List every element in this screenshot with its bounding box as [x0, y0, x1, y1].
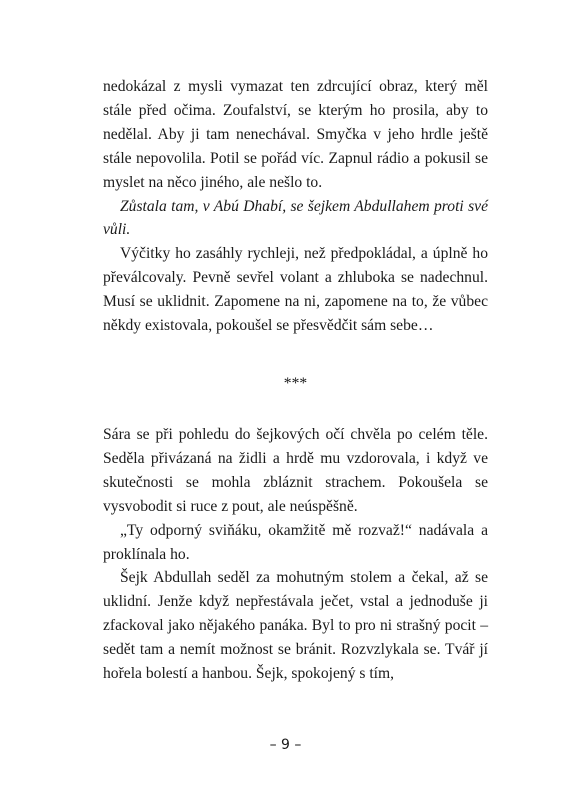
text-section-1	[103, 75, 488, 338]
paragraph-italic: Zůstala tam, v Abú Dhabí, se šejkem Abdullahem proti své vůli.	[103, 197, 488, 239]
section-separator: ***	[283, 375, 308, 392]
paragraph: Šejk Abdullah seděl za mohutným stolem a čekal, až se uklidní. Jenže když nepřestávala ječet, vstal a jednoduše ji zfackoval jako nějakého panáka. Byl to pro ni strašný pocit – sedět tam a nemít možnost se bránit. Rozvzlykala se. Tvář jí hořela bolestí a hanbou. Šejk, spokojený s tím,	[103, 569, 488, 683]
paragraph: „Ty odporný sviňáku, okamžitě mě rozvaž!“ nadávala a proklínala ho.	[103, 521, 488, 563]
page-number: – 9 –	[269, 737, 302, 753]
text-section-2	[103, 423, 488, 686]
paragraph: nedokázal z mysli vymazat ten zdrcující obraz, který měl stále před očima. Zoufalství, se kterým ho prosila, aby to nedělal. Aby ji tam nenechával. Smyčka v jeho hrdle ještě stále nepovolila. Potil se pořád víc. Zapnul rádio a pokusil se myslet na něco jiného, ale nešlo to.	[103, 78, 488, 191]
paragraph: Výčitky ho zasáhly rychleji, než předpokládal, a úplně ho převálcovaly. Pevně sevřel volant a zhluboka se nadechnul. Musí se uklidnit. Zapomene na ni, zapomene na to, že vůbec někdy existovala, pokoušel se přesvědčit sám sebe…	[103, 245, 488, 335]
paragraph: Sára se při pohledu do šejkových očí chvěla po celém těle. Seděla přivázaná na židli a hrdě mu vzdorovala, i když ve skutečnosti se mohla zbláznit strachem. Pokoušela se vysvobodit si ruce z pout, ale neúspěšně.	[103, 426, 488, 515]
